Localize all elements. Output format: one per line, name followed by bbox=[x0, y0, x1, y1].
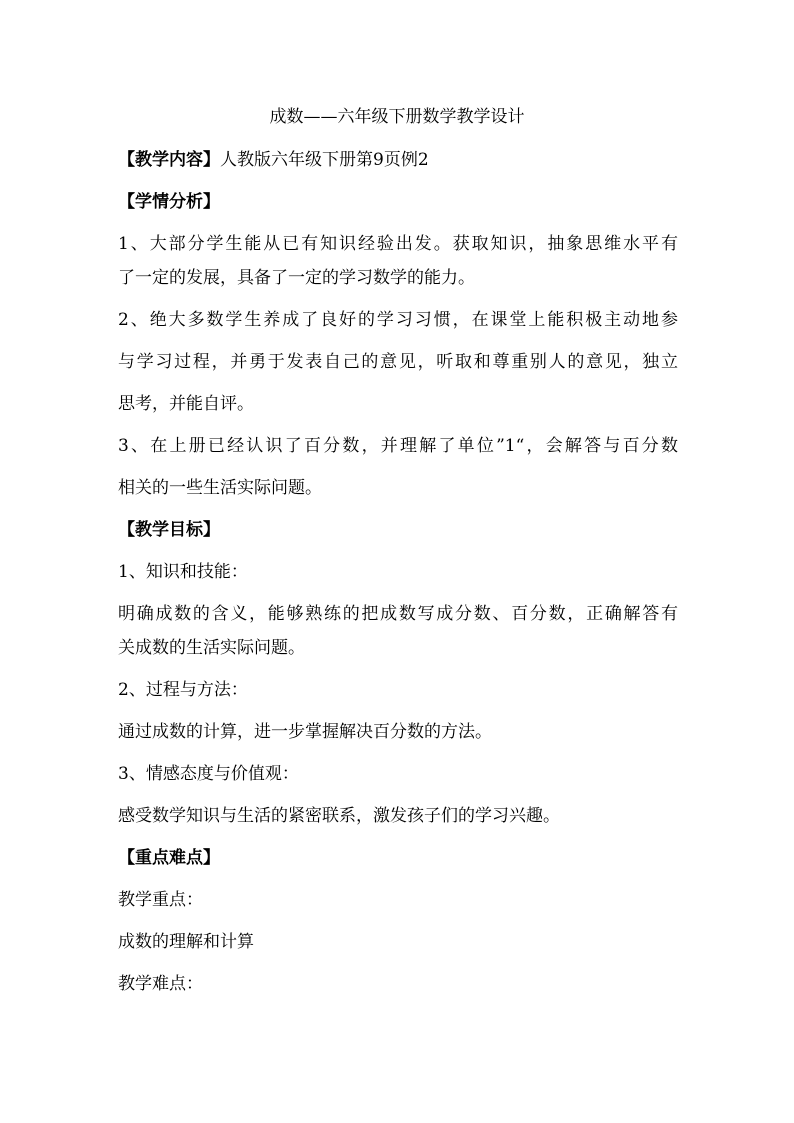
goal-2-title: 2、过程与方法： bbox=[118, 680, 248, 700]
analysis-heading: 【学情分析】 bbox=[118, 192, 220, 212]
analysis-item-2-line-2: 与学习过程，并勇于发表自己的意见，听取和尊重别人的意见，独立 bbox=[118, 352, 678, 372]
difficulty-label: 教学难点： bbox=[118, 974, 203, 994]
goals-heading: 【教学目标】 bbox=[118, 520, 220, 540]
analysis-item-1-line-2: 了一定的发展，具备了一定的学习数学的能力。 bbox=[118, 268, 475, 288]
analysis-item-2-line-1: 2、绝大多数学生养成了良好的学习习惯，在课堂上能积极主动地参 bbox=[118, 310, 678, 330]
analysis-item-2-line-3: 思考，并能自评。 bbox=[118, 394, 254, 414]
key-point-label: 教学重点： bbox=[118, 890, 203, 910]
key-point-text: 成数的理解和计算 bbox=[118, 932, 254, 952]
analysis-item-3-line-2: 相关的一些生活实际问题。 bbox=[118, 478, 322, 498]
key-points-heading: 【重点难点】 bbox=[118, 848, 220, 868]
goal-1-line-1: 明确成数的含义，能够熟练的把成数写成分数、百分数，正确解答有 bbox=[118, 604, 678, 624]
goal-3-title: 3、情感态度与价值观： bbox=[118, 764, 299, 784]
analysis-item-1-line-1: 1、大部分学生能从已有知识经验出发。获取知识，抽象思维水平有 bbox=[118, 234, 678, 254]
goal-3-line-1: 感受数学知识与生活的紧密联系，激发孩子们的学习兴趣。 bbox=[118, 806, 560, 826]
teaching-content-text: 人教版六年级下册第9页例2 bbox=[220, 150, 429, 170]
document-title: 成数——六年级下册数学教学设计 bbox=[269, 107, 525, 127]
teaching-content-line bbox=[118, 143, 678, 177]
goal-1-title: 1、知识和技能： bbox=[118, 562, 248, 582]
document-body bbox=[118, 143, 678, 1001]
goal-2-line-1: 通过成数的计算，进一步掌握解决百分数的方法。 bbox=[118, 722, 492, 742]
analysis-item-3-line-1: 3、在上册已经认识了百分数，并理解了单位”1“，会解答与百分数 bbox=[118, 436, 678, 456]
goal-1-line-2: 关成数的生活实际问题。 bbox=[118, 638, 305, 658]
teaching-content-heading: 【教学内容】 bbox=[118, 150, 220, 170]
